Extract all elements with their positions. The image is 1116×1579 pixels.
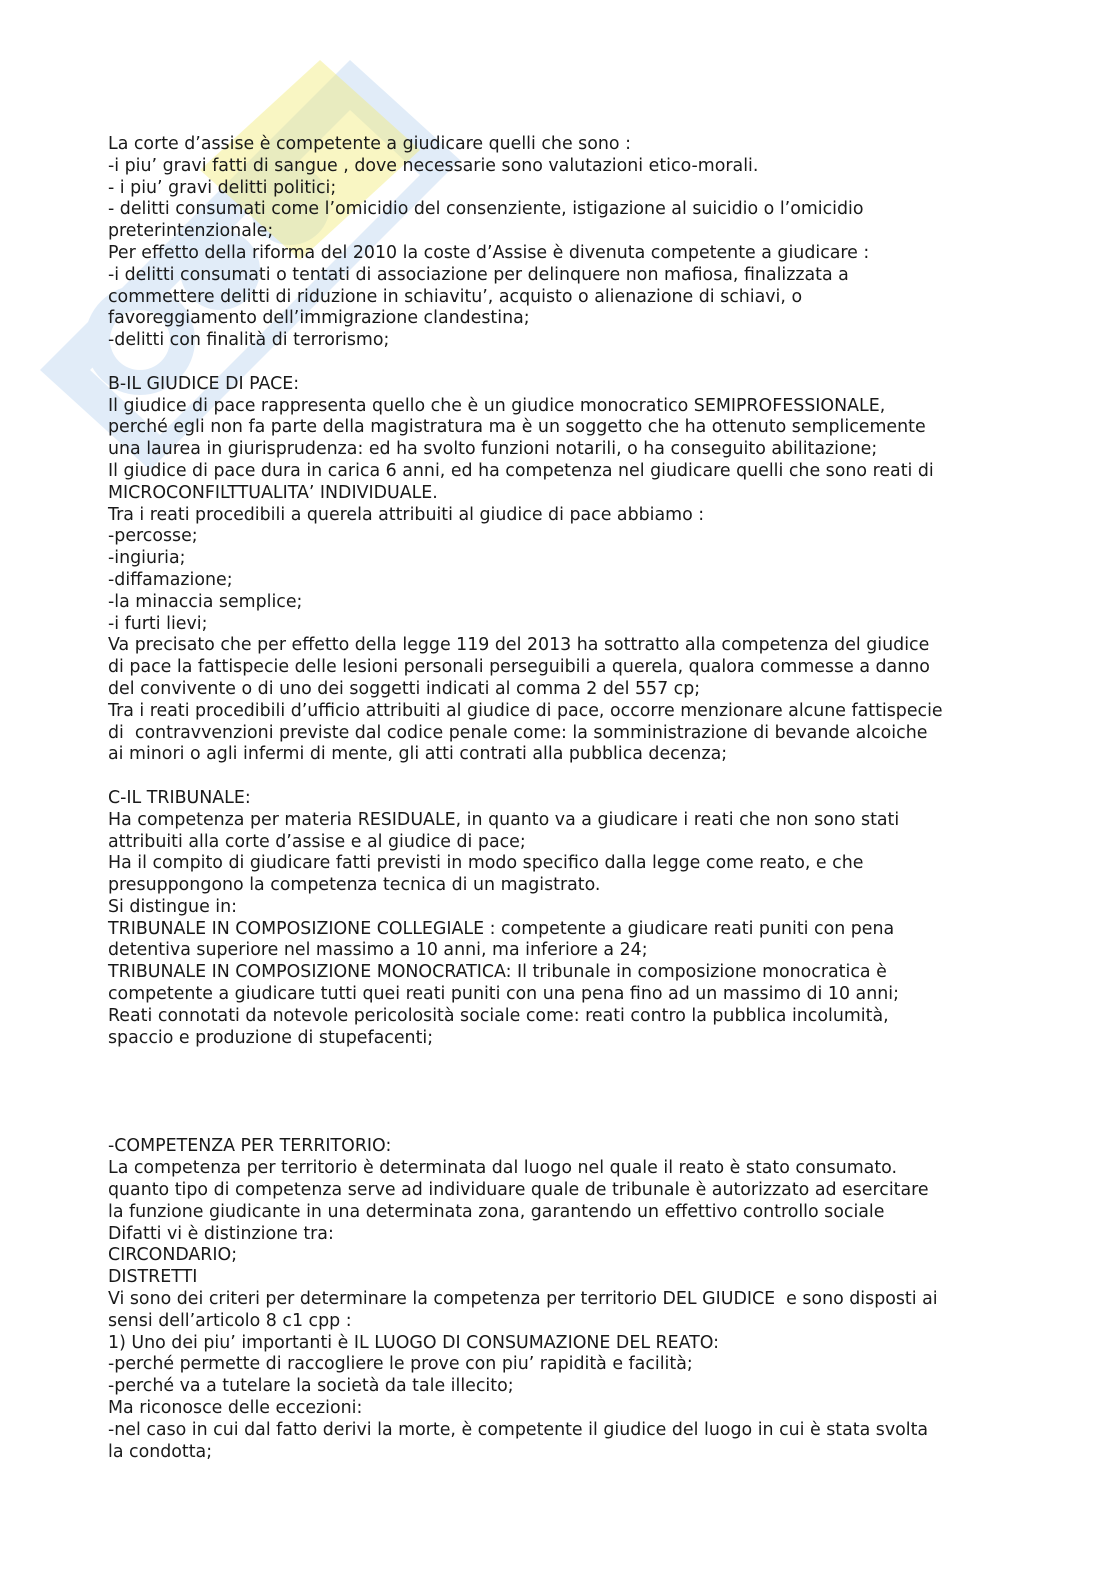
text-line: attribuiti alla corte d’assise e al giudice di pace;	[108, 831, 526, 852]
text-line: 1) Uno dei piu’ importanti è IL LUOGO DI CONSUMAZIONE DEL REATO:	[108, 1332, 720, 1353]
text-line: preterintenzionale;	[108, 221, 274, 242]
document-body	[108, 134, 1028, 1463]
text-line: ai minori o agli infermi di mente, gli atti contrati alla pubblica decenza;	[108, 744, 728, 765]
territorio-section	[108, 1136, 1028, 1463]
text-line: La competenza per territorio è determinata dal luogo nel quale il reato è stato consumato.	[108, 1158, 898, 1179]
text-line: MICROCONFILTTUALITA’ INDIVIDUALE.	[108, 482, 438, 503]
text-line: una laurea in giurisprudenza: ed ha svolto funzioni notarili, o ha conseguito abilitazione;	[108, 439, 878, 460]
text-line: CIRCONDARIO;	[108, 1245, 238, 1266]
list-item: -percosse;	[108, 526, 198, 547]
text-line: Ha competenza per materia RESIDUALE, in quanto va a giudicare i reati che non sono stati	[108, 809, 900, 830]
text-line: Va precisato che per effetto della legge 119 del 2013 ha sottratto alla competenza del giudice	[108, 635, 930, 656]
spacer	[108, 766, 1028, 788]
text-line: perché egli non fa parte della magistratura ma è un soggetto che ha ottenuto semplicemente	[108, 417, 926, 438]
text-line: -perché va a tutelare la società da tale illecito;	[108, 1376, 514, 1397]
text-line: -delitti con finalità di terrorismo;	[108, 330, 390, 351]
spacer	[108, 1049, 1028, 1136]
text-line: Tra i reati procedibili d’ufficio attribuiti al giudice di pace, occorre menzionare alcune fattispecie	[108, 700, 943, 721]
spacer	[108, 352, 1028, 374]
text-line: -i delitti consumati o tentati di associazione per delinquere non mafiosa, finalizzata a	[108, 264, 849, 285]
text-line: DISTRETTI	[108, 1267, 198, 1288]
text-line: spaccio e produzione di stupefacenti;	[108, 1027, 434, 1048]
list-item: -la minaccia semplice;	[108, 591, 303, 612]
text-line: Difatti vi è distinzione tra:	[108, 1223, 334, 1244]
text-line: la funzione giudicante in una determinata zona, garantendo un effettivo controllo sociale	[108, 1201, 885, 1222]
text-line: di pace la fattispecie delle lesioni personali perseguibili a querela, qualora commesse a danno	[108, 657, 930, 678]
text-line: - delitti consumati come l’omicidio del consenziente, istigazione al suicidio o l’omicidio	[108, 199, 864, 220]
text-line: Il giudice di pace rappresenta quello che è un giudice monocratico SEMIPROFESSIONALE,	[108, 395, 886, 416]
text-line: quanto tipo di competenza serve ad individuare quale de tribunale è autorizzato ad esercitare	[108, 1180, 929, 1201]
text-line: di contravvenzioni previste dal codice penale come: la somministrazione di bevande alcoiche	[108, 722, 928, 743]
corte-assise-section	[108, 134, 1028, 352]
text-line: TRIBUNALE IN COMPOSIZIONE COLLEGIALE : competente a giudicare reati puniti con pena	[108, 918, 895, 939]
text-line: La corte d’assise è competente a giudicare quelli che sono :	[108, 134, 631, 154]
text-line: presuppongono la competenza tecnica di un magistrato.	[108, 875, 601, 896]
text-line: Reati connotati da notevole pericolosità sociale come: reati contro la pubblica incolumità,	[108, 1005, 889, 1026]
text-line: Si distingue in:	[108, 896, 238, 917]
text-line: detentiva superiore nel massimo a 10 anni, ma inferiore a 24;	[108, 940, 648, 961]
text-line: -perché permette di raccogliere le prove con piu’ rapidità e facilità;	[108, 1354, 693, 1375]
text-line: -i piu’ gravi fatti di sangue , dove necessarie sono valutazioni etico-morali.	[108, 155, 759, 176]
text-line: competente a giudicare tutti quei reati puniti con una pena fino ad un massimo di 10 anni;	[108, 984, 899, 1005]
text-line: - i piu’ gravi delitti politici;	[108, 177, 337, 198]
section-heading: C-IL TRIBUNALE:	[108, 787, 251, 808]
section-heading: -COMPETENZA PER TERRITORIO:	[108, 1136, 392, 1157]
text-line: sensi dell’articolo 8 c1 cpp :	[108, 1310, 352, 1331]
text-line: commettere delitti di riduzione in schiavitu’, acquisto o alienazione di schiavi, o	[108, 286, 803, 307]
text-line: del convivente o di uno dei soggetti indicati al comma 2 del 557 cp;	[108, 678, 701, 699]
list-item: -i furti lievi;	[108, 613, 208, 634]
list-item: -diffamazione;	[108, 569, 233, 590]
text-line: Ha il compito di giudicare fatti previsti in modo specifico dalla legge come reato, e che	[108, 853, 864, 874]
text-line: -nel caso in cui dal fatto derivi la morte, è competente il giudice del luogo in cui è stata svolta	[108, 1419, 929, 1440]
text-line: la condotta;	[108, 1441, 213, 1462]
section-heading: B-IL GIUDICE DI PACE:	[108, 373, 300, 394]
text-line: Il giudice di pace dura in carica 6 anni, ed ha competenza nel giudicare quelli che sono reati di	[108, 460, 934, 481]
text-line: Vi sono dei criteri per determinare la competenza per territorio DEL GIUDICE e sono disposti ai	[108, 1289, 938, 1310]
list-item: -ingiuria;	[108, 548, 186, 569]
text-line: favoreggiamento dell’immigrazione clandestina;	[108, 308, 530, 329]
text-line: TRIBUNALE IN COMPOSIZIONE MONOCRATICA: Il tribunale in composizione monocratica è	[108, 962, 887, 983]
text-line: Tra i reati procedibili a querela attribuiti al giudice di pace abbiamo :	[108, 504, 705, 525]
tribunale-section	[108, 788, 1028, 1050]
giudice-pace-section	[108, 374, 1028, 766]
text-line: Ma riconosce delle eccezioni:	[108, 1398, 363, 1419]
text-line: Per effetto della riforma del 2010 la coste d’Assise è divenuta competente a giudicare :	[108, 242, 870, 263]
